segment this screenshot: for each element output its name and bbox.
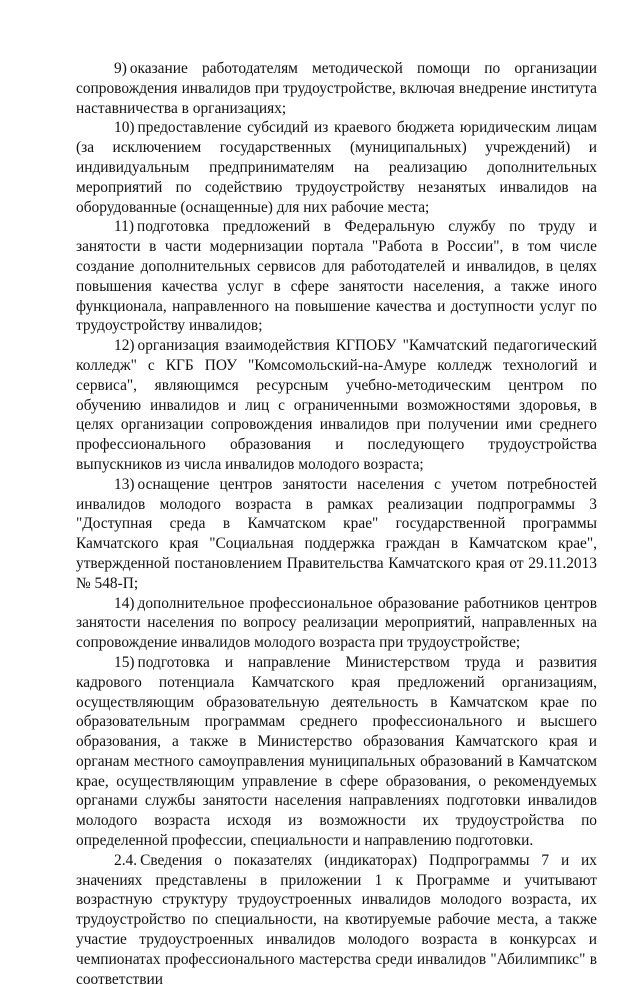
- item-number: 10): [114, 119, 135, 137]
- item-number: 13): [114, 475, 135, 493]
- paragraph-item-14: [76, 594, 597, 653]
- item-text: подготовка и направление Министерством труда и развития кадрового потенциала Камчатского края предложений организациям, осуществляющим образовательную деятельность в Камчатском крае по образовательным программам среднего профессионального и высшего образования, а также в Министерство образования Камчатского края и органам местного самоуправления муниципальных образований в Камчатском крае, осуществляющим управление в сфере образования, о рекомендуемых органами службы занятости населения направлениях подготовки инвалидов молодого возраста исходя из возможности их трудоустройства по определенной профессии, специальности и направлению подготовки.: [76, 653, 597, 850]
- document-page: [76, 59, 597, 989]
- item-text: подготовка предложений в Федеральную службу по труду и занятости в части модернизации портала "Работа в России", в том числе создание дополнительных сервисов для работодателей и инвалидов, в целях повышения качества услуг в сфере занятости населения, а также иного функционала, направленного на повышение качества и доступности услуг по трудоустройству инвалидов;: [76, 218, 597, 335]
- item-text: предоставление субсидий из краевого бюджета юридическим лицам (за исключением государственных (муниципальных) учреждений) и индивидуальным предпринимателям на реализацию дополнительных мероприятий по содействию трудоустройству незанятых инвалидов на оборудованные (оснащенные) для них рабочие места;: [76, 119, 597, 216]
- paragraph-item-10: [76, 118, 597, 217]
- section-number: 2.4.: [114, 851, 138, 869]
- paragraph-section-2-4: [76, 851, 597, 989]
- paragraph-item-13: [76, 475, 597, 594]
- paragraph-item-12: [76, 336, 597, 475]
- item-text: организация взаимодействия КГПОБУ "Камчатский педагогический колледж" с КГБ ПОУ "Комсомольский-на-Амуре колледж технологий и сервиса", являющимся ресурсным учебно-методическим центром по обучению инвалидов и лиц с ограниченными возможностями здоровья, в целях организации сопровождения инвалидов при получении ими среднего профессионального образования и последующего трудоустройства выпускников из числа инвалидов молодого возраста;: [76, 337, 597, 473]
- paragraph-item-9: [76, 59, 597, 118]
- item-number: 9): [114, 60, 127, 77]
- paragraph-item-15: [76, 653, 597, 851]
- item-number: 14): [114, 594, 135, 612]
- item-text: оказание работодателям методической помощи по организации сопровождения инвалидов при трудоустройстве, включая внедрение института наставничества в организациях;: [76, 60, 597, 117]
- section-text: Сведения о показателях (индикаторах) Подпрограммы 7 и их значениях представлены в приложении 1 к Программе и учитывают возрастную структуру трудоустроенных инвалидов молодого возраста, их трудоустройство по специальности, на квотируемые рабочие места, а также участие трудоустроенных инвалидов молодого возраста в конкурсах и чемпионатах профессионального мастерства среди инвалидов "Абилимпикс" в соответствии: [76, 851, 597, 988]
- item-number: 12): [114, 337, 135, 355]
- paragraph-item-11: [76, 217, 597, 336]
- item-text: оснащение центров занятости населения с учетом потребностей инвалидов молодого возраста в рамках реализации подпрограммы 3 "Доступная среда в Камчатском крае" государственной программы Камчатского края "Социальная поддержка граждан в Камчатском крае", утвержденной постановлением Правительства Камчатского края от 29.11.2013 № 548-П;: [76, 475, 597, 592]
- item-text: дополнительное профессиональное образование работников центров занятости населения по вопросу реализации мероприятий, направленных на сопровождение инвалидов молодого возраста при трудоустройстве;: [76, 594, 597, 652]
- item-number: 15): [114, 653, 135, 671]
- item-number: 11): [114, 218, 134, 236]
